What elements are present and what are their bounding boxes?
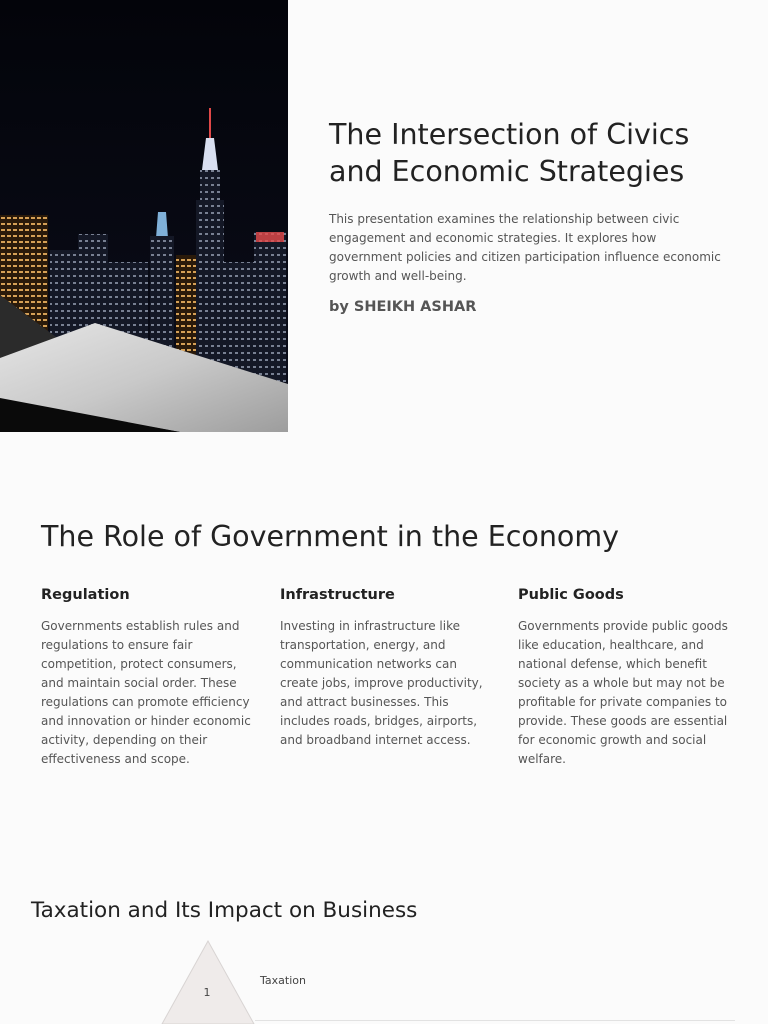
- slide-title-taxation: Taxation and Its Impact on Business: [31, 898, 418, 923]
- presentation-title: The Intersection of Civics and Economic Strategies: [329, 118, 690, 188]
- pyramid-level-label: Taxation: [260, 974, 306, 987]
- column-text: Governments establish rules and regulations to ensure fair competition, protect consumers, and maintain social order. These regulations can promote efficiency and innovation or hinder economic activity, depending on their effectiveness and scope.: [41, 619, 251, 766]
- column-text: Investing in infrastructure like transportation, energy, and communication networks can create jobs, improve productivity, and attract businesses. This includes roads, bridges, airports, and broadband internet access.: [280, 619, 483, 747]
- column-text: Governments provide public goods like education, healthcare, and national defense, which benefit society as a whole but may not be profitable for private companies to provide. These goods are essential for economic growth and social welfare.: [518, 619, 728, 766]
- pyramid-level-number: 1: [203, 986, 211, 999]
- column-regulation: [41, 585, 253, 769]
- column-infrastructure: [280, 585, 492, 750]
- slide-title-government-role: The Role of Government in the Economy: [41, 520, 619, 553]
- column-heading: Public Goods: [518, 587, 624, 603]
- column-public-goods: [518, 585, 730, 769]
- pyramid-level-icon: [161, 940, 255, 1024]
- city-skyline-image: [0, 0, 288, 432]
- presentation-description: This presentation examines the relationship between civic engagement and economic strategies. It explores how government policies and citizen participation influence economic growth and well-being.: [329, 212, 721, 283]
- column-heading: Regulation: [41, 587, 130, 603]
- divider: [255, 1020, 735, 1021]
- column-heading: Infrastructure: [280, 587, 395, 603]
- author-byline: by SHEIKH ASHAR: [329, 299, 477, 315]
